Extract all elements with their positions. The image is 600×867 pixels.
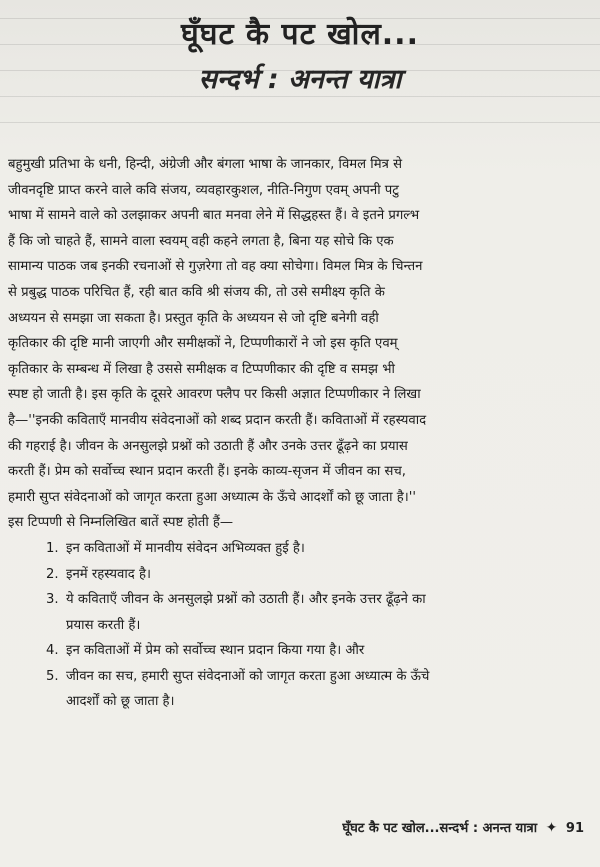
list-item — [8, 562, 592, 588]
paragraph-line: अध्ययन से समझा जा सकता है। प्रस्तुत कृति के अध्ययन से जो दृष्टि बनेगी वही — [8, 310, 379, 326]
list-number: 4. — [46, 643, 59, 659]
paragraph-line: इस टिप्पणी से निम्नलिखित बातें स्पष्ट होती हैं— — [8, 515, 234, 531]
paragraph-line: की गहराई है। जीवन के अनसुलझे प्रश्नों को उठाती हैं और उनके उत्तर ढूँढ़ने का प्रयास — [8, 438, 408, 454]
points-list — [8, 536, 592, 715]
paragraph-line: सामान्य पाठक जब इनकी रचनाओं से गुज़रेगा तो वह क्या सोचेगा। विमल मित्र के चिन्तन — [8, 259, 423, 275]
list-number: 3. — [46, 592, 59, 608]
chapter-heading — [0, 14, 600, 100]
running-title: घूँघट कै पट खोल...सन्दर्भ : अनन्त यात्रा — [342, 821, 538, 836]
list-number: 1. — [46, 540, 59, 556]
paragraph-line: भाषा में सामने वाले को उलझाकर अपनी बात मनवा लेने में सिद्धहस्त हैं। वे इतने प्रगल्भ — [8, 208, 420, 224]
paragraph-line: करती हैं। प्रेम को सर्वोच्च स्थान प्रदान करती हैं। इनके काव्य-सृजन में जीवन का सच, — [8, 464, 406, 480]
list-number: 2. — [46, 566, 59, 582]
paragraph-line: स्पष्ट हो जाती है। इस कृति के दूसरे आवरण फ्लैप पर किसी अज्ञात टिप्पणीकार ने लिखा — [8, 387, 421, 403]
paragraph-line: कृतिकार के सम्बन्ध में लिखा है उससे समीक्षक व टिप्पणीकार की दृष्टि व समझ भी — [8, 361, 395, 377]
paragraph-line: जीवनदृष्टि प्राप्त करने वाले कवि संजय, व्यवहारकुशल, नीति-निगुण एवम् अपनी पटु — [8, 182, 399, 198]
list-item-line: ये कविताएँ जीवन के अनसुलझे प्रश्नों को उठाती हैं। और इनके उत्तर ढूँढ़ने का — [66, 592, 426, 608]
list-item — [8, 536, 592, 562]
page-footer — [342, 818, 584, 836]
list-item — [8, 664, 592, 715]
list-item-line: इनमें रहस्यवाद है। — [66, 566, 151, 582]
list-item-line: आदर्शों को छू जाता है। — [66, 694, 175, 710]
intro-paragraph — [8, 152, 592, 536]
star-diamond-icon: ✦ — [545, 820, 558, 836]
list-item-line: प्रयास करती हैं। — [66, 617, 141, 633]
list-item — [8, 587, 592, 638]
paragraph-line: से प्रबुद्ध पाठक परिचित हैं, रही बात कवि श्री संजय की, तो उसे समीक्ष्य कृति के — [8, 284, 385, 300]
paragraph-line: कृतिकार की दृष्टि मानी जाएगी और समीक्षकों ने, टिप्पणीकारों ने जो इस कृति एवम् — [8, 336, 398, 352]
list-item-line: इन कविताओं में प्रेम को सर्वोच्च स्थान प्रदान किया गया है। और — [66, 643, 365, 659]
paragraph-line: हैं कि जो चाहते हैं, सामने वाला स्वयम् वही कहने लगता है, बिना यह सोचे कि एक — [8, 233, 394, 249]
chapter-subtitle: सन्दर्भ : अनन्त यात्रा — [198, 64, 402, 95]
list-item-line: इन कविताओं में मानवीय संवेदन अभिव्यक्त हुई है। — [66, 540, 305, 556]
paragraph-line: है—''इनकी कविताएँ मानवीय संवेदनाओं को शब्द प्रदान करती हैं। कविताओं में रहस्यवाद — [8, 412, 427, 428]
list-item — [8, 638, 592, 664]
body-text — [8, 152, 592, 715]
chapter-title: घूँघट कै पट खोल... — [181, 17, 419, 52]
list-item-line: जीवन का सच, हमारी सुप्त संवेदनाओं को जागृत करता हुआ अध्यात्म के ऊँचे — [66, 668, 430, 684]
page-number: 91 — [565, 821, 584, 836]
paragraph-line: बहुमुखी प्रतिभा के धनी, हिन्दी, अंग्रेजी और बंगला भाषा के जानकार, विमल मित्र से — [8, 157, 402, 172]
paragraph-line: हमारी सुप्त संवेदनाओं को जागृत करता हुआ अध्यात्म के ऊँचे आदर्शों को छू जाता है।'' — [8, 489, 416, 505]
list-number: 5. — [46, 668, 59, 684]
